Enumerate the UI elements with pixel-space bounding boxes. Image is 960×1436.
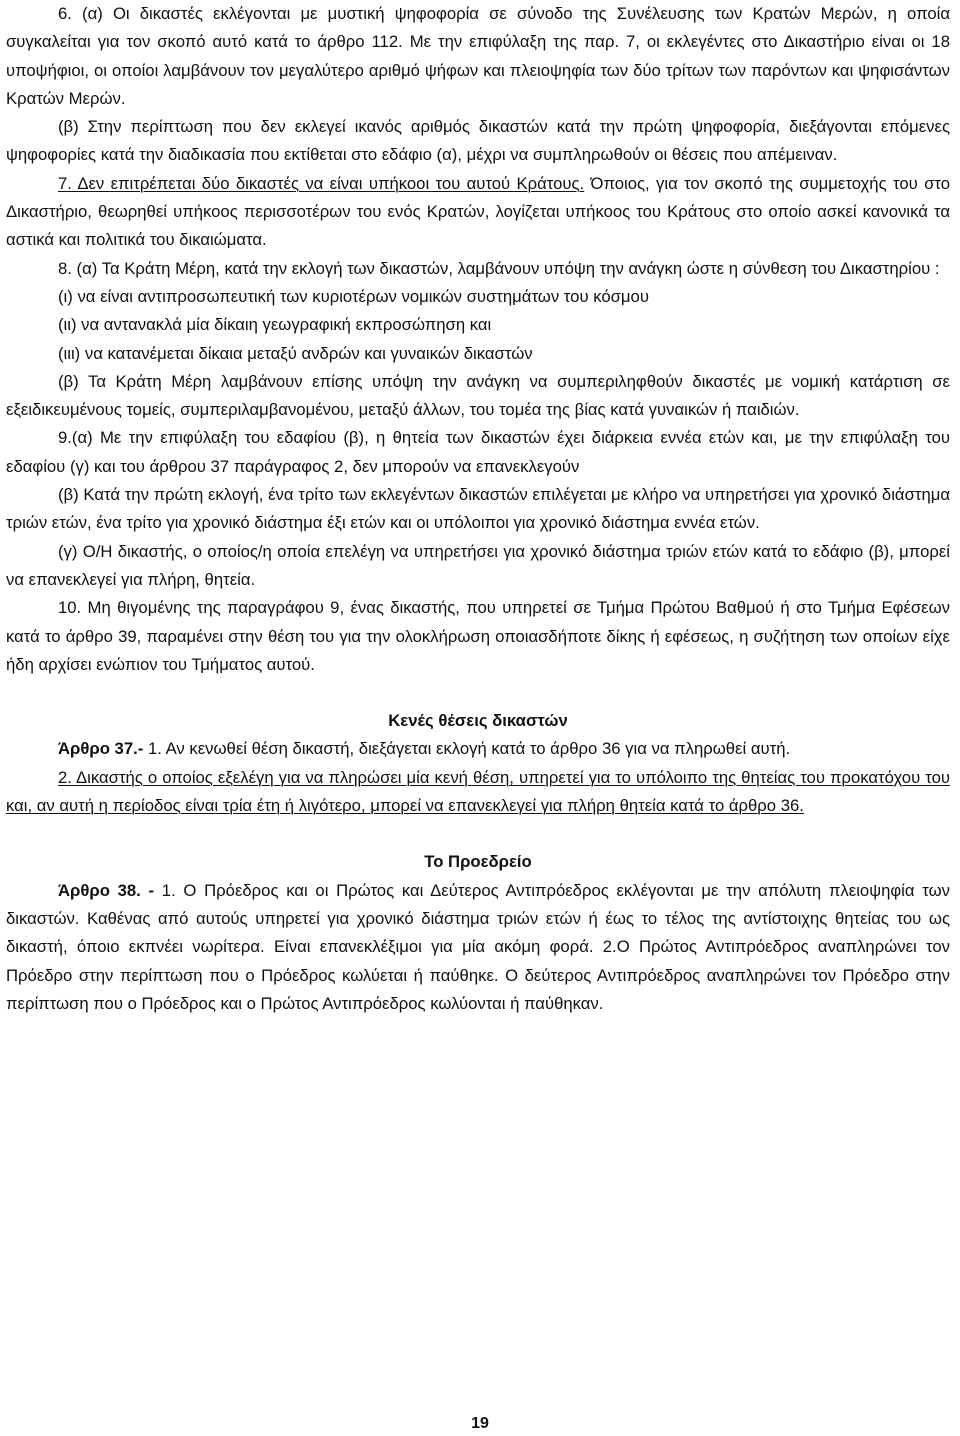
document-body [6, 0, 950, 1018]
article-38-paragraph [6, 877, 950, 1018]
paragraph-7-rest: Όποιος, για τον σκοπό της συμμετοχής του στο Δικαστήριο, θεωρηθεί υπήκοος περισσοτέρων του ενός Κρατών, λογίζεται υπήκοος του Κράτους στο οποίο ασκεί κανονικά τα αστικά και πολιτικά του δικαιώματα. [6, 173, 950, 250]
article-37-paragraph-1 [6, 735, 950, 763]
article-37-paragraph-2-text: 2. Δικαστής ο οποίος εξελέγη για να πληρώσει μία κενή θέση, υπηρετεί για το υπόλοιπο της θητείας του προκατόχου του και, αν αυτή η περίοδος είναι τρία έτη ή λιγότερο, μπορεί να επανεκλεγεί για πλήρη θητεία κατά το άρθρο 36. [6, 767, 950, 816]
paragraph-6b: (β) Στην περίπτωση που δεν εκλεγεί ικανός αριθμός δικαστών κατά την πρώτη ψηφοφορία, διεξάγονται επόμενες ψηφοφορίες κατά την διαδικασία που εκτίθεται στο εδάφιο (α), μέχρι να συμπληρωθούν οι θέσεις που απέμειναν. [6, 117, 950, 165]
paragraph-6a: 6. (α) Οι δικαστές εκλέγονται με μυστική ψηφοφορία σε σύνοδο της Συνέλευσης των Κρατών Μερών, η οποία συγκαλείται για τον σκοπό αυτό κατά το άρθρο 112. Με την επιφύλαξη της παρ. 7, οι εκλεγέντες στο Δικαστήριο είναι οι 18 υποψήφιοι, οι οποίοι λαμβάνουν τον μεγαλύτερο αριθμό ψήφων και πλειοψηφία των δύο τρίτων των παρόντων και ψηφισάντων Κρατών Μερών. [6, 4, 950, 108]
paragraph-8a: 8. (α) Τα Κράτη Μέρη, κατά την εκλογή των δικαστών, λαμβάνουν υπόψη την ανάγκη ώστε η σύνθεση του Δικαστηρίου : [58, 258, 940, 278]
paragraph-10: 10. Μη θιγομένης της παραγράφου 9, ένας δικαστής, που υπηρετεί σε Τμήμα Πρώτου Βαθμού ή στο Τμήμα Εφέσεων κατά το άρθρο 39, παραμένει στην θέση του για την ολοκλήρωση οποιασδήποτε δίκης ή εφέσεως, η συζήτηση των οποίων είχε ήδη αρχίσει ενώπιον του Τμήματος αυτού. [6, 598, 950, 674]
article-38-paragraph-text: 1. Ο Πρόεδρος και οι Πρώτος και Δεύτερος Αντιπρόεδρος εκλέγονται με την απόλυτη πλειοψηφία των δικαστών. Καθένας από αυτούς υπηρετεί για χρονικό διάστημα τριών ετών ή έως το τέλος της αντίστοιχης θητείας του ως δικαστή, όποιο εκπνέει νωρίτερα. Είναι επανεκλέξιμοι για μία ακόμη φορά. 2.Ο Πρώτος Αντιπρόεδρος αναπληρώνει τον Πρόεδρο στην περίπτωση που ο Πρόεδρος κωλύεται ή παύθηκε. Ο δεύτερος Αντιπρόεδρος αναπληρώνει τον Πρόεδρο στην περίπτωση που ο Πρόεδρος και ο Πρώτος Αντιπρόεδρος κωλύονται ή παύθηκαν. [6, 880, 950, 1013]
paragraph-9b: (β) Κατά την πρώτη εκλογή, ένα τρίτο των εκλεγέντων δικαστών επιλέγεται με κλήρο να υπηρετήσει για χρονικό διάστημα τριών ετών, ένα τρίτο για χρονικό διάστημα έξι ετών και οι υπόλοιποι για χρονικό διάστημα εννέα ετών. [6, 485, 950, 533]
article-38-heading: Το Προεδρείο [424, 852, 532, 872]
paragraph-8-item-i: (ι) να είναι αντιπροσωπευτική των κυριοτέρων νομικών συστημάτων του κόσμου [58, 286, 649, 306]
paragraph-9a: 9.(α) Με την επιφύλαξη του εδαφίου (β), η θητεία των δικαστών έχει διάρκεια εννέα ετών και, με την επιφύλαξη του εδαφίου (γ) και του άρθρου 37 παράγραφος 2, δεν μπορούν να επανεκλεγούν [6, 428, 950, 476]
paragraph-8b: (β) Τα Κράτη Μέρη λαμβάνουν επίσης υπόψη την ανάγκη να συμπεριληφθούν δικαστές με νομική κατάρτιση σε εξειδικευμένους τομείς, συμπεριλαμβανομένου, μεταξύ άλλων, του τομέα της βίας κατά γυναικών ή παιδιών. [6, 371, 950, 420]
article-37-heading: Κενές θέσεις δικαστών [388, 711, 568, 731]
section-gap [6, 679, 950, 707]
paragraph-9c: (γ) Ο/Η δικαστής, ο οποίος/η οποία επελέγη να υπηρετήσει για χρονικό διάστημα τριών ετών κατά το εδάφιο (β), μπορεί να επανεκλεγεί για πλήρη, θητεία. [6, 541, 950, 589]
article-38-label: Άρθρο 38. - [58, 880, 155, 900]
article-37-label: Άρθρο 37.- [58, 739, 144, 759]
section-gap [6, 820, 950, 848]
article-37-paragraph-2 [6, 764, 950, 821]
article-37-paragraph-1-text: 1. Αν κενωθεί θέση δικαστή, διεξάγεται εκλογή κατά το άρθρο 36 για να πληρωθεί αυτή. [143, 739, 791, 759]
paragraph-7 [6, 170, 950, 255]
paragraph-8-item-iii: (ιιι) να κατανέμεται δίκαια μεταξύ ανδρών και γυναικών δικαστών [58, 343, 533, 363]
paragraph-7-underlined: 7. Δεν επιτρέπεται δύο δικαστές να είναι υπήκοοι του αυτού Κράτους. [58, 173, 585, 193]
paragraph-8-item-ii: (ιι) να αντανακλά μία δίκαιη γεωγραφική εκπροσώπηση και [58, 315, 492, 335]
page-number: 19 [471, 1415, 489, 1432]
